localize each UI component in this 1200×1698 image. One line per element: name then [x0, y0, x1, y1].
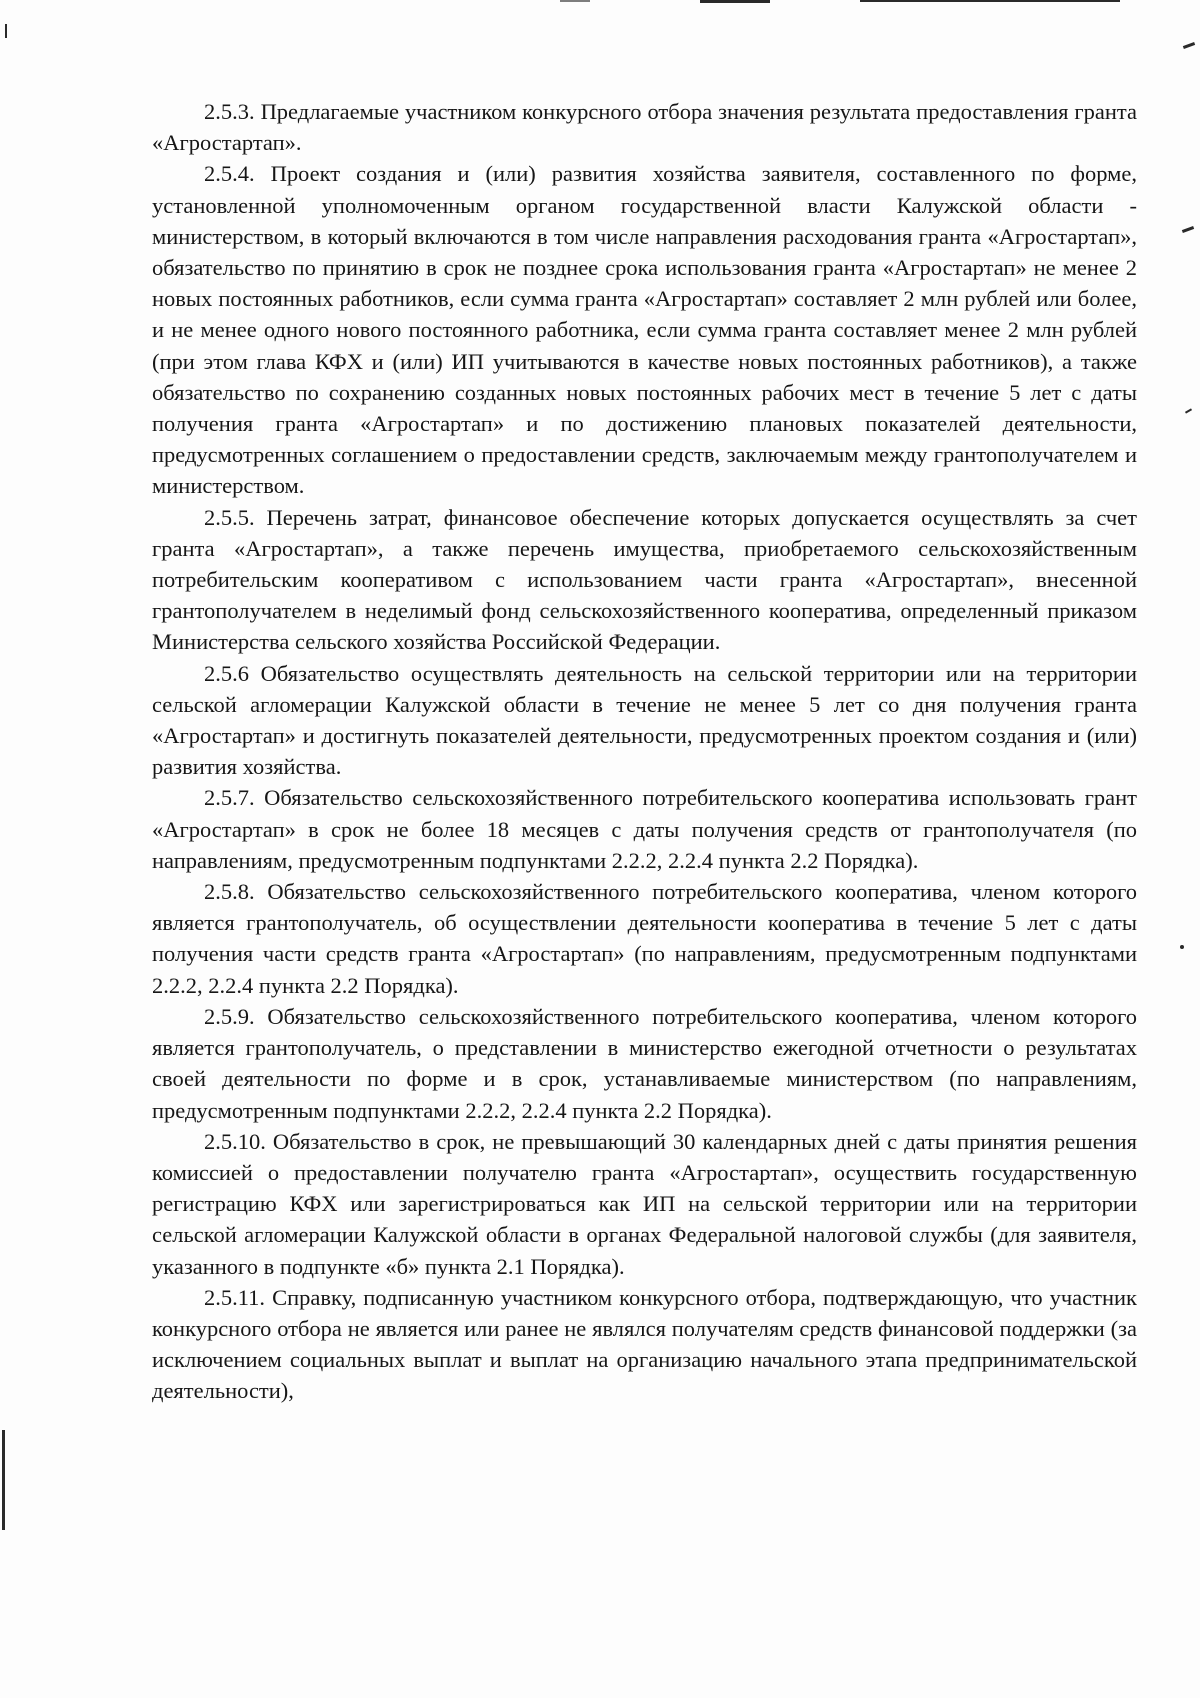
scan-artifact [860, 0, 1120, 2]
scan-artifact [1185, 408, 1192, 413]
document-body [152, 96, 1137, 1407]
paragraph-2-5-6: 2.5.6 Обязательство осуществлять деятельность на сельской территории или на территории сельской агломерации Калужской области в течение не менее 5 лет со дня получения гранта «Агростартап» и достигнуть показателей деятельности, предусмотренных проектом создания и (или) развития хозяйства. [152, 660, 1137, 780]
scan-artifact [1182, 226, 1194, 233]
scan-artifact [560, 0, 590, 2]
paragraph-2-5-11: 2.5.11. Справку, подписанную участником конкурсного отбора, подтверждающую, что участник конкурсного отбора не является или ранее не являлся получателям средств финансовой поддержки (за исключением социальных выплат и выплат на организацию начального этапа предпринимательской деятельности), [152, 1284, 1137, 1404]
paragraph-2-5-4: 2.5.4. Проект создания и (или) развития хозяйства заявителя, составленного по форме, установленной уполномоченным органом государственной власти Калужской области - министерством, в который включаются в том числе направления расходования гранта «Агростартап», обязательство по принятию в срок не позднее срока использования гранта «Агростартап» не менее 2 новых постоянных работников, если сумма гранта «Агростартап» составляет 2 млн рублей или более, и не менее одного нового постоянного работника, если сумма гранта составляет менее 2 млн рублей (при этом глава КФХ и (или) ИП учитываются в качестве новых постоянных работников), а также обязательство по сохранению созданных новых постоянных рабочих мест в течение 5 лет с даты получения гранта «Агростартап» и по достижению плановых показателей деятельности, предусмотренных соглашением о предоставлении средств, заключаемым между грантополучателем и министерством. [152, 161, 1137, 499]
scan-artifact [1180, 945, 1184, 949]
paragraph-2-5-9: 2.5.9. Обязательство сельскохозяйственного потребительского кооператива, членом которого является грантополучатель, о представлении в министерство ежегодной отчетности о результатах своей деятельности по форме и в срок, устанавливаемые министерством (по направлениям, предусмотренным подпунктами 2.2.2, 2.2.4 пункта 2.2 Порядка). [152, 1003, 1137, 1123]
paragraph-2-5-8: 2.5.8. Обязательство сельскохозяйственного потребительского кооператива, членом которого является грантополучатель, об осуществлении деятельности кооператива в течение 5 лет с даты получения части средств гранта «Агростартап» (по направлениям, предусмотренным подпунктами 2.2.2, 2.2.4 пункта 2.2 Порядка). [152, 879, 1137, 998]
scan-artifact [5, 24, 7, 38]
paragraph-2-5-5: 2.5.5. Перечень затрат, финансовое обеспечение которых допускается осуществлять за счет гранта «Агростартап», а также перечень имущества, приобретаемого сельскохозяйственным потребительским кооперативом с использованием части гранта «Агростартап», внесенной грантополучателем в неделимый фонд сельскохозяйственного кооператива, определенный приказом Министерства сельского хозяйства Российской Федерации. [152, 504, 1137, 655]
scan-artifact [2, 1430, 5, 1530]
scan-artifact [700, 0, 770, 3]
paragraph-2-5-7: 2.5.7. Обязательство сельскохозяйственного потребительского кооператива использовать грант «Агростартап» в срок не более 18 месяцев с даты получения средств от грантополучателя (по направлениям, предусмотренным подпунктами 2.2.2, 2.2.4 пункта 2.2 Порядка). [152, 785, 1137, 873]
scan-artifact [1183, 42, 1195, 49]
paragraph-2-5-10: 2.5.10. Обязательство в срок, не превышающий 30 календарных дней с даты принятия решения комиссией о предоставлении получателю гранта «Агростартап», осуществить государственную регистрацию КФХ или зарегистрироваться как ИП на сельской территории или на территории сельской агломерации Калужской области в органах Федеральной налоговой службы (для заявителя, указанного в подпункте «б» пункта 2.1 Порядка). [152, 1128, 1137, 1279]
paragraph-2-5-3: 2.5.3. Предлагаемые участником конкурсного отбора значения результата предоставления гранта «Агростартап». [152, 99, 1137, 156]
